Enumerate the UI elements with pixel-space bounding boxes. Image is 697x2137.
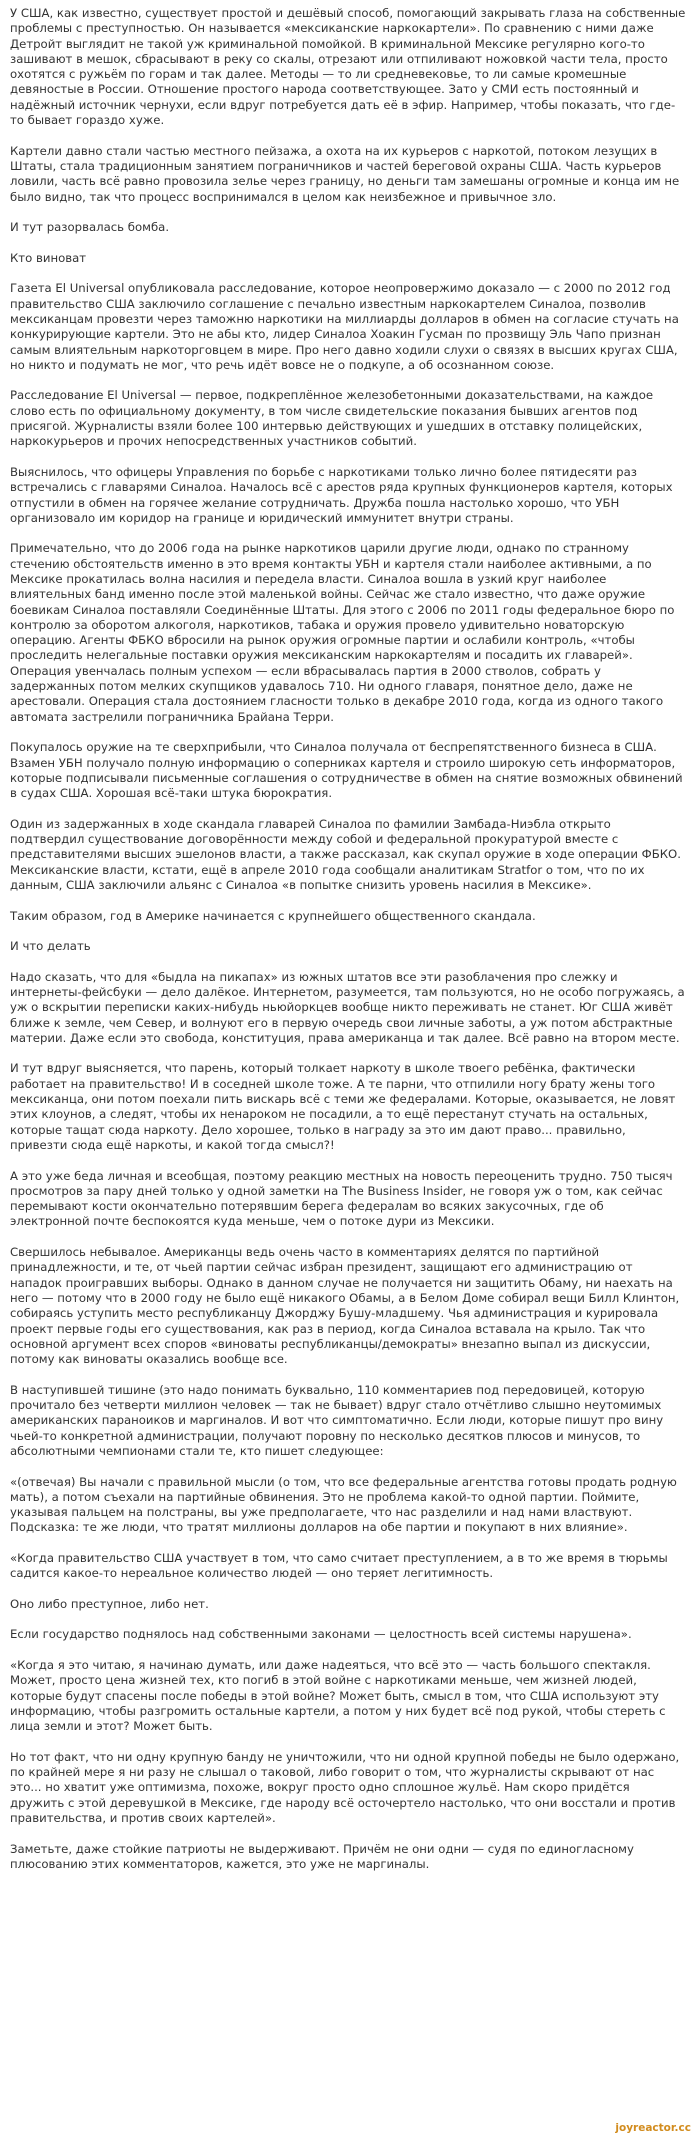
article-paragraph: В наступившей тишине (это надо понимать буквально, 110 комментариев под передовицей, которую прочитало без четверти миллион человек — так не бывает) вдруг стало отчётливо слышно неутомимых американских параноиков и маргиналов. И вот что симптоматично. Если люди, которые пишут про вину чьей-то конкретной администрации, получают поровну по несколько десятков плюсов и минусов, то абсолютными чемпионами стали те, кто пишет следующее:: [10, 1382, 664, 1458]
article-paragraph: Покупалось оружие на те сверхприбыли, что Синалоа получала от беспрепятственного бизнеса в США. Взамен УБН получало полную информацию о соперниках картеля и строило широкую сеть информаторов, которые подписывали письменные соглашения о сотрудничестве в обмен на снятие возможных обвинений в судах США. Хорошая всё-таки штука бюрократия.: [10, 740, 683, 801]
article-paragraph: Свершилось небывалое. Американцы ведь очень часто в комментариях делятся по партийной принадлежности, и те, от чьей партии сейчас избран президент, защищают его администрацию от нападок проигравших выборы. Однако в данном случае не получается ни защитить Обаму, ни наехать на него — потому что в 2000 году не было ещё никакого Обамы, а в Белом Доме собирал вещи Билл Клинтон, собираясь уступить место республиканцу Джорджу Бушу-младшему. Чья администрация и курировала проект первые годы его существования, как раз в период, когда Синалоа вставала на крыло. Так что основной аргумент всех споров «виноваты республиканцы/демократы» внезапно выпал из дискуссии, потому как виноваты оказались вообще все.: [10, 1245, 680, 1367]
article-paragraph: Примечательно, что до 2006 года на рынке наркотиков царили другие люди, однако по странному стечению обстоятельств именно в это время контакты УБН и картеля стали наиболее активными, а по Мексике прокатилась волна насилия и передела власти. Синалоа вошла в узкий круг наиболее влиятельных банд именно после этой маленькой войны. Сейчас же стало известно, что даже оружие боевикам Синалоа поставляли Соединённые Штаты. Для этого с 2006 по 2011 годы федеральное бюро по контролю за оборотом алкоголя, наркотиков, табака и оружия провело удивительно новаторскую операцию. Агенты ФБКО вбросили на рынок оружия огромные партии и ослабили контроль, «чтобы проследить нелегальные поставки оружия мексиканским наркокартелям и посадить их главарей». Операция увенчалась полным успехом — если вбрасывалась партия в 2000 стволов, собрать у задержанных потом мелких скупщиков удавалось 710. Ни одного главаря, понятное дело, даже не арестовали. Операция стала достоянием гласности только в декабре 2010 года, когда из одного такого автомата застрелили пограничника Брайана Терри.: [10, 541, 675, 724]
article-paragraph: Картели давно стали частью местного пейзажа, а охота на их курьеров с наркотой, потоком лезущих в Штаты, стала традиционным занятием пограничников и частей береговой охраны США. Часть курьеров ловили, часть всё равно провозила зелье через границу, но деньги там замешаны огромные и конца им не было видно, так что процесс воспринимался в целом как неизбежное и привычное зло.: [10, 143, 680, 204]
quote-paragraph: «Когда правительство США участвует в том, что само считает преступлением, а в то же время в тюрьмы садится какое-то нереальное количество людей — оно теряет легитимность.: [10, 1550, 668, 1581]
section-heading-who-is-guilty: Кто виноват: [10, 250, 87, 265]
quote-paragraph: «(отвечая) Вы начали с правильной мысли (о том, что все федеральные агентства готовы продать родную мать), а потом съехали на партийные обвинения. Это не проблема какой-то одной партии. Поймите, указывая пальцем на полстраны, вы уже предполагаете, что нас разделили и над нами властвуют. Подсказка: те же люди, что тратят миллионы долларов на обе партии и покупают в них влияние».: [10, 1474, 677, 1535]
article-paragraph: Расследование El Universal — первое, подкреплённое железобетонными доказательствами, на каждое слово есть по официальному документу, в том числе свидетельские показания бывших агентов под присягой. Журналисты взяли более 100 интервью действующих и ушедших в отставку полицейских, наркокурьеров и прочих непосредственных участников событий.: [10, 388, 654, 449]
quote-paragraph: «Когда я это читаю, я начинаю думать, или даже надеяться, что всё это — часть большого спектакля. Может, просто цена жизней тех, кто погиб в этой войне с наркотиками меньше, чем жизней людей, которые будут спасены после победы в этой войне? Может быть, смысл в том, что США используют эту информацию, чтобы разгромить остальные картели, а потом у них будет всё под рукой, чтобы стереть с лица земли и этот? Может быть.: [10, 1658, 666, 1734]
quote-paragraph: Если государство поднялось над собственными законами — целостность всей системы нарушена».: [10, 1627, 632, 1642]
footer: [0, 2120, 697, 2137]
article-paragraph: Один из задержанных в ходе скандала главарей Синалоа по фамилии Замбада-Ниэбла открыто подтвердил существование договорённости между собой и федеральной прокуратурой вместе с представителями высших эшелонов власти, а также рассказал, как скупал оружие в ходе операции ФБКО. Мексиканские власти, кстати, ещё в апреле 2010 года сообщали аналитикам Stratfor о том, что по их данным, США заключили альянс с Синалоа «в попытке снизить уровень насилия в Мексике».: [10, 816, 681, 892]
article-paragraph: У США, как известно, существует простой и дешёвый способ, помогающий закрывать глаза на собственные проблемы с преступностью. Он называется «мексиканские наркокартели». По сравнению с ними даже Детройт выглядит не такой уж криминальной помойкой. В криминальной Мексике регулярно кого-то зашивают в мешок, сбрасывают в реку со скалы, отрезают или отпиливают ножовкой части тела, просто охотятся с ружьём по горам и так далее. Методы — то ли средневековье, то ли самые кромешные девяностые в России. Отношение простого народа соответствующее. Зато у СМИ есть постоянный и надёжный источник чернухи, если вдруг потребуется дать её в эфир. Например, чтобы показать, что где-то бывает гораздо хуже.: [10, 6, 686, 128]
article-paragraph: И тут вдруг выясняется, что парень, который толкает наркоту в школе твоего ребёнка, фактически работает на правительство! И в соседней школе тоже. А те парни, что отпилили ногу брату жены того мексиканца, они потом поехали пить вискарь всё с теми же федералами. Которые, оказывается, не ловят этих клоунов, а следят, чтобы их ненароком не посадили, а то ещё перестанут стучать на остальных, которые тащат сюда наркоту. Дело хорошее, только в награду за это им дают право... правильно, привезти сюда ещё наркоты, и какой тогда смысл?!: [10, 1061, 676, 1152]
article-paragraph: Газета El Universal опубликовала расследование, которое неопровержимо доказало — с 2000 по 2012 год правительство США заключило соглашение с печально известным наркокартелем Синалоа, позволив мексиканцам провезти через таможню наркотики на миллиарды долларов в обмен на согласие стучать на конкурирующие картели. Это не абы кто, лидер Синалоа Хоакин Гусман по прозвищу Эль Чапо признан самым влиятельным наркоторговцем в мире. Про него давно ходили слухи о связях в высших кругах США, но никто и подумать не мог, что речь идёт вовсе не о подкупе, а об осознанном союзе.: [10, 281, 679, 372]
article-paragraph: А это уже беда личная и всеобщая, поэтому реакцию местных на новость переоценить трудно. 750 тысяч просмотров за пару дней только у одной заметки на The Business Insider, не говоря уж о том, как сейчас перемывают кости окончательно потерявшим берега федералам во всяких закусочных, где об электронной почте беспокоятся куда меньше, чем о потоке дури из Мексики.: [10, 1168, 673, 1229]
article-paragraph: Таким образом, год в Америке начинается с крупнейшего общественного скандала.: [10, 908, 536, 923]
section-heading-what-to-do: И что делать: [10, 939, 91, 954]
site-watermark: joyreactor.cc: [615, 2122, 691, 2134]
quote-paragraph: Но тот факт, что ни одну крупную банду не уничтожили, что ни одной крупной победы не было одержано, по крайней мере я ни разу не слышал о таковой, либо говорит о том, что журналисты скрывают от нас это... но хватит уже оптимизма, похоже, вокруг просто одно сплошное жульё. Нам скоро придётся дружить с этой деревушкой в Мексике, где народу всё осточертело настолько, что они восстали и против правительства, и против своих картелей».: [10, 1749, 680, 1826]
article-paragraph: Выяснилось, что офицеры Управления по борьбе с наркотиками только лично более пятидесяти раз встречались с главарями Синалоа. Началось всё с арестов ряда крупных функционеров картеля, которых отпустили в обмен на горячее желание сотрудничать. Дружба пошла настолько хорошо, что УБН организовало им коридор на границе и юридический иммунитет внутри страны.: [10, 464, 673, 525]
article-body: [10, 6, 686, 1888]
article-paragraph: И тут разорвалась бомба.: [10, 220, 170, 235]
article-paragraph: Заметьте, даже стойкие патриоты не выдерживают. Причём не они одни — судя по единогласному плюсованию этих комментаторов, кажется, это уже не маргиналы.: [10, 1841, 634, 1871]
quote-paragraph: Оно либо преступное, либо нет.: [10, 1596, 209, 1611]
article-paragraph: Надо сказать, что для «быдла на пикапах» из южных штатов все эти разоблачения про слежку и интернеты-фейсбуки — дело далёкое. Интернетом, разумеется, там пользуются, но не особо погружаясь, а уж о вскрытии переписки каких-нибудь ньюйоркцев вообще никто переживать не станет. Юг США живёт ближе к земле, чем Север, и волнуют его в первую очередь свои личные заботы, а уж потом абстрактные материи. Даже если это свобода, конституция, права американца и так далее. Всё равно на втором месте.: [10, 969, 685, 1045]
